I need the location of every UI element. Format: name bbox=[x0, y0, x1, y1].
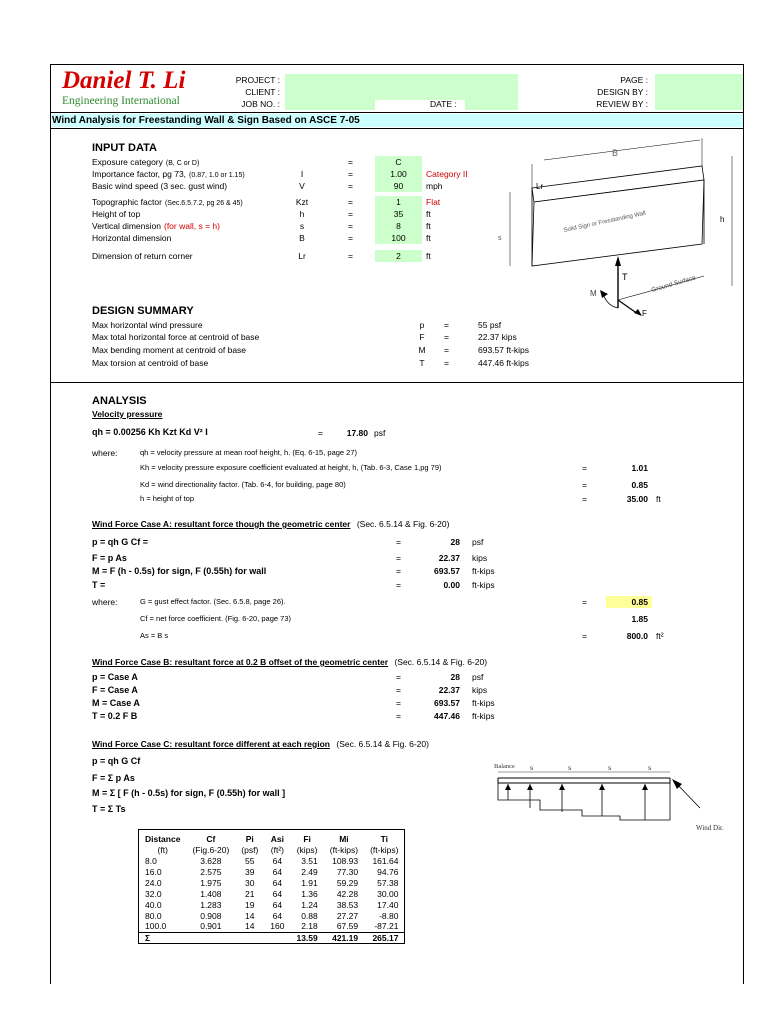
balance-label: Balance bbox=[494, 763, 515, 770]
case-a-row-eq: = bbox=[396, 580, 401, 590]
table-row bbox=[139, 877, 405, 888]
table-unit-cell: (ft-kips) bbox=[370, 844, 399, 855]
table-header-cell: Pi bbox=[245, 834, 254, 844]
case-a-row-lhs: M = F (h - 0.5s) for sign, F (0.55h) for wall bbox=[92, 566, 267, 576]
summary-value: 447.46 ft-kips bbox=[478, 358, 530, 368]
velocity-unit: psf bbox=[374, 428, 386, 438]
input-unit: Category II bbox=[426, 169, 468, 179]
table-unit-cell: (ft-kips) bbox=[329, 844, 359, 855]
case-a-where: where: bbox=[92, 597, 118, 607]
table-sum-cell: Σ bbox=[139, 932, 187, 943]
input-unit: ft bbox=[426, 221, 431, 231]
case-b-row-eq: = bbox=[396, 672, 401, 682]
case-a-row-value: 22.37 bbox=[438, 553, 460, 563]
case-a-row-unit: ft-kips bbox=[472, 580, 495, 590]
input-row-label bbox=[92, 197, 243, 207]
case-b-row-unit: ft-kips bbox=[472, 711, 495, 721]
input-symbol: I bbox=[300, 169, 304, 179]
input-symbol: Lr bbox=[298, 251, 306, 261]
case-a-row-unit: psf bbox=[472, 537, 484, 547]
case-a-row-eq: = bbox=[396, 553, 401, 563]
table-cell: 27.27 bbox=[336, 910, 359, 921]
table-cell: 64 bbox=[272, 877, 283, 888]
case-a-row-lhs: F = p As bbox=[92, 553, 127, 563]
title-divider bbox=[50, 128, 744, 129]
case-a-row-unit: kips bbox=[472, 553, 488, 563]
case-a-row-value: 693.57 bbox=[434, 566, 460, 576]
case-b-row-value: 28 bbox=[450, 672, 460, 682]
input-unit: mph bbox=[426, 181, 443, 191]
case-b-row-eq: = bbox=[396, 711, 401, 721]
force-table bbox=[138, 829, 405, 944]
table-cell: 77.30 bbox=[336, 866, 359, 877]
table-cell: 19 bbox=[245, 899, 255, 910]
velocity-where: where: bbox=[92, 448, 118, 458]
table-cell: 0.901 bbox=[200, 921, 222, 932]
table-row bbox=[139, 910, 405, 921]
summary-eq: = bbox=[444, 358, 449, 368]
input-note: (for wall, s = h) bbox=[163, 221, 220, 231]
table-cell: 2.18 bbox=[301, 921, 318, 932]
summary-heading: DESIGN SUMMARY bbox=[92, 305, 194, 317]
input-label: Vertical dimension bbox=[92, 221, 161, 231]
summary-value: 55 psf bbox=[478, 320, 502, 330]
table-cell: 21 bbox=[245, 888, 255, 899]
table-cell: 40.0 bbox=[145, 899, 162, 910]
table-cell: 1.91 bbox=[301, 877, 318, 888]
velocity-line-text: Kd = wind directionality factor. (Tab. 6-4, for building, page 80) bbox=[140, 480, 346, 489]
table-cell: 2.49 bbox=[301, 866, 318, 877]
table-sum-cell: 421.19 bbox=[324, 932, 364, 943]
input-value-field[interactable]: 90 bbox=[375, 180, 422, 192]
t-arrow-label: T bbox=[622, 272, 628, 282]
jobno-label: JOB NO. : bbox=[241, 99, 280, 109]
table-header-cell: Cf bbox=[206, 834, 216, 844]
case-b-row-eq: = bbox=[396, 698, 401, 708]
case-a-row-eq: = bbox=[396, 537, 401, 547]
table-cell: 8.0 bbox=[145, 855, 157, 866]
table-cell: 64 bbox=[272, 866, 283, 877]
table-cell: -8.80 bbox=[379, 910, 399, 921]
summary-label: Max torsion at centroid of base bbox=[92, 358, 209, 368]
input-note: (0.87, 1.0 or 1.15) bbox=[189, 172, 245, 179]
table-cell: 14 bbox=[245, 910, 255, 921]
input-row-label bbox=[92, 181, 230, 191]
input-unit: ft bbox=[426, 209, 431, 219]
table-unit-cell: (Fig.6-20) bbox=[192, 844, 230, 855]
sign-label: Solid Sign or Freestanding Wall bbox=[563, 210, 647, 234]
velocity-formula: qh = 0.00256 Kh Kzt Kd V² I bbox=[92, 427, 208, 437]
summary-label: Max total horizontal force at centroid of base bbox=[92, 332, 260, 342]
velocity-line-value bbox=[606, 447, 652, 459]
case-b-row-lhs: T = 0.2 F B bbox=[92, 711, 138, 721]
client-label: CLIENT : bbox=[245, 87, 280, 97]
case-b-row-unit: kips bbox=[472, 685, 488, 695]
f-arrow-label: F bbox=[642, 309, 647, 318]
input-label: Dimension of return corner bbox=[92, 251, 193, 261]
table-unit-cell: (ft) bbox=[157, 844, 168, 855]
table-header-cell: Distance bbox=[145, 834, 181, 844]
case-a-row-lhs: p = qh G Cf = bbox=[92, 537, 149, 547]
page-info-field[interactable] bbox=[655, 74, 743, 110]
input-label: Topographic factor bbox=[92, 197, 162, 207]
summary-eq: = bbox=[444, 332, 449, 342]
input-unit: ft bbox=[426, 233, 431, 243]
designby-label: DESIGN BY : bbox=[597, 87, 648, 97]
table-row bbox=[139, 888, 405, 899]
case-c-ref: (Sec. 6.5.14 & Fig. 6-20) bbox=[336, 739, 429, 749]
ground-label: Ground Surface bbox=[650, 274, 697, 294]
case-a-row-eq: = bbox=[396, 566, 401, 576]
table-cell: 64 bbox=[272, 888, 283, 899]
table-cell: 100.0 bbox=[145, 921, 167, 932]
table-row bbox=[139, 921, 405, 932]
input-note: (B, C or D) bbox=[165, 160, 200, 167]
velocity-value: 17.80 bbox=[346, 428, 368, 438]
velocity-title: Velocity pressure bbox=[92, 409, 163, 419]
input-value-field[interactable]: 35 bbox=[375, 208, 422, 220]
table-cell: 3.51 bbox=[301, 855, 318, 866]
velocity-line-text: Kh = velocity pressure exposure coefficient evaluated at height, h, (Tab. 6-3, Case 1,pg 79) bbox=[140, 463, 442, 472]
input-row-label bbox=[92, 221, 220, 231]
table-cell: 59.29 bbox=[336, 877, 359, 888]
s-label-1: s bbox=[530, 765, 534, 772]
table-cell: 39 bbox=[245, 866, 255, 877]
table-cell: 2.575 bbox=[200, 866, 222, 877]
case-b-row-value: 22.37 bbox=[438, 685, 460, 695]
input-symbol: V bbox=[299, 181, 305, 191]
table-cell: 14 bbox=[245, 921, 255, 932]
table-cell: 0.908 bbox=[200, 910, 222, 921]
input-value-field[interactable]: 8 bbox=[375, 220, 422, 232]
case-a-line-text: G = gust effect factor. (Sec. 6.5.8, page 26). bbox=[140, 597, 286, 606]
case-b-row-value: 693.57 bbox=[434, 698, 460, 708]
input-value-field[interactable]: 1 bbox=[375, 196, 422, 208]
input-eq: = bbox=[348, 209, 353, 219]
table-cell: 161.64 bbox=[372, 855, 399, 866]
input-eq: = bbox=[348, 157, 353, 167]
table-cell: 17.40 bbox=[377, 899, 399, 910]
project-label: PROJECT : bbox=[235, 75, 280, 85]
case-b-ref: (Sec. 6.5.14 & Fig. 6-20) bbox=[394, 657, 488, 667]
velocity-line-value: 0.85 bbox=[631, 480, 648, 490]
velocity-line-value: 35.00 bbox=[626, 494, 648, 504]
case-c-row-lhs: p = qh G Cf bbox=[92, 756, 141, 766]
velocity-line-unit: ft bbox=[656, 494, 661, 504]
input-eq: = bbox=[348, 181, 353, 191]
summary-symbol: F bbox=[419, 332, 425, 342]
input-row-label bbox=[92, 157, 199, 167]
header-divider bbox=[50, 112, 744, 113]
input-label: Basic wind speed (3 sec. gust wind) bbox=[92, 181, 228, 191]
summary-eq: = bbox=[444, 345, 449, 355]
input-label: Exposure category bbox=[92, 157, 163, 167]
case-b-row-lhs: p = Case A bbox=[92, 672, 138, 682]
table-sum-row bbox=[139, 932, 405, 943]
input-value-field[interactable]: 100 bbox=[375, 232, 422, 244]
lr-label: Lr bbox=[536, 182, 544, 191]
case-b-header bbox=[92, 657, 487, 667]
table-body bbox=[139, 855, 405, 943]
table-row bbox=[139, 855, 405, 866]
velocity-line-text: qh = velocity pressure at mean roof height, h. (Eq. 6-15, page 27) bbox=[140, 448, 358, 457]
table-sum-cell bbox=[186, 932, 235, 943]
m-arrow-label: M bbox=[590, 289, 597, 298]
summary-value: 693.57 ft-kips bbox=[478, 345, 530, 355]
table-unit-cell: (kips) bbox=[296, 844, 318, 855]
table-cell: 16.0 bbox=[145, 866, 162, 877]
velocity-eq: = bbox=[318, 428, 323, 438]
wind-dir-label: Wind Dir. bbox=[696, 824, 724, 832]
table-units-row bbox=[139, 844, 405, 855]
velocity-line-eq: = bbox=[582, 463, 587, 473]
table-cell: 1.975 bbox=[200, 877, 222, 888]
case-c-row-lhs: F = Σ p As bbox=[92, 773, 135, 783]
table-cell: 1.24 bbox=[301, 899, 318, 910]
table-cell: 1.36 bbox=[301, 888, 318, 899]
case-b-row-unit: ft-kips bbox=[472, 698, 495, 708]
case-c-title: Wind Force Case C: resultant force different at each region bbox=[92, 739, 330, 749]
analysis-heading: ANALYSIS bbox=[92, 395, 147, 407]
analysis-divider bbox=[50, 382, 744, 383]
input-note: (Sec.6.5.7.2, pg 26 & 45) bbox=[164, 200, 243, 207]
table-cell: 64 bbox=[272, 899, 283, 910]
summary-symbol: T bbox=[419, 358, 425, 368]
table-cell: 32.0 bbox=[145, 888, 162, 899]
case-a-row-value: 28 bbox=[450, 537, 460, 547]
case-a-line-eq: = bbox=[582, 631, 587, 641]
case-b-row-lhs: F = Case A bbox=[92, 685, 138, 695]
summary-label: Max bending moment at centroid of base bbox=[92, 345, 247, 355]
case-a-line-value: 1.85 bbox=[631, 614, 648, 624]
summary-eq: = bbox=[444, 320, 449, 330]
table-cell: 57.38 bbox=[377, 877, 399, 888]
case-b-row-value: 447.46 bbox=[434, 711, 460, 721]
input-unit: Flat bbox=[426, 197, 441, 207]
table-cell: 94.76 bbox=[377, 866, 399, 877]
company-logo: Daniel T. Li bbox=[62, 67, 186, 94]
h-dim-label: h bbox=[720, 215, 725, 224]
table-cell: 67.59 bbox=[336, 921, 359, 932]
table-cell: 108.93 bbox=[332, 855, 359, 866]
input-symbol: Kzt bbox=[295, 197, 309, 207]
table-cell: 30.00 bbox=[377, 888, 399, 899]
case-b-title: Wind Force Case B: resultant force at 0.2 B offset of the geometric center bbox=[92, 657, 389, 667]
case-b-row-lhs: M = Case A bbox=[92, 698, 140, 708]
table-cell: 30 bbox=[245, 877, 255, 888]
date-field[interactable] bbox=[468, 100, 518, 110]
table-cell: 80.0 bbox=[145, 910, 162, 921]
input-eq: = bbox=[348, 169, 353, 179]
input-label: Horizontal dimension bbox=[92, 233, 172, 243]
sign-diagram bbox=[492, 136, 742, 322]
summary-label: Max horizontal wind pressure bbox=[92, 320, 203, 330]
case-a-title: Wind Force Case A: resultant force though the geometric center bbox=[92, 519, 351, 529]
input-eq: = bbox=[348, 251, 353, 261]
page-label: PAGE : bbox=[620, 75, 648, 85]
case-a-ref: (Sec. 6.5.14 & Fig. 6-20) bbox=[356, 519, 450, 529]
input-label: Importance factor, pg 73, bbox=[92, 169, 187, 179]
table-header-cell: Fi bbox=[303, 834, 311, 844]
table-sum-cell: 13.59 bbox=[290, 932, 323, 943]
input-symbol: h bbox=[299, 209, 305, 219]
table-cell: -87.21 bbox=[374, 921, 399, 932]
input-label: Height of top bbox=[92, 209, 141, 219]
input-eq: = bbox=[348, 221, 353, 231]
reviewby-label: REVIEW BY : bbox=[596, 99, 648, 109]
b-dim-label: B bbox=[612, 148, 619, 158]
case-a-line-text: Cf = net force coefficient. (Fig. 6-20, page 73) bbox=[140, 614, 291, 623]
summary-symbol: M bbox=[418, 345, 426, 355]
s-label-3: s bbox=[608, 765, 612, 772]
page-title: Wind Analysis for Freestanding Wall & Sign Based on ASCE 7-05 bbox=[52, 114, 518, 127]
input-value-field[interactable]: C bbox=[375, 156, 422, 168]
table-cell: 160 bbox=[270, 921, 285, 932]
case-b-row-eq: = bbox=[396, 685, 401, 695]
input-symbol: s bbox=[299, 221, 305, 231]
input-row-label bbox=[92, 251, 196, 261]
table-header-cell: Ti bbox=[380, 834, 388, 844]
table-sum-cell bbox=[235, 932, 264, 943]
case-a-row-lhs: T = bbox=[92, 580, 106, 590]
s-label-2: s bbox=[568, 765, 572, 772]
case-c-diagram bbox=[490, 758, 740, 838]
table-cell: 3.628 bbox=[200, 855, 222, 866]
input-eq: = bbox=[348, 197, 353, 207]
case-a-line-text: As = B s bbox=[140, 631, 169, 640]
input-eq: = bbox=[348, 233, 353, 243]
table-cell: 42.28 bbox=[336, 888, 359, 899]
date-label: DATE : bbox=[430, 99, 457, 109]
input-row-label bbox=[92, 209, 143, 219]
table-cell: 64 bbox=[272, 910, 283, 921]
s-label-4: s bbox=[648, 765, 652, 772]
company-subtitle: Engineering International bbox=[62, 95, 180, 107]
s-dim-label: s bbox=[498, 235, 502, 242]
table-header-row bbox=[139, 830, 405, 845]
table-cell: 24.0 bbox=[145, 877, 162, 888]
table-cell: 1.283 bbox=[200, 899, 222, 910]
table-header-cell: Mi bbox=[339, 834, 349, 844]
input-unit: ft bbox=[426, 251, 431, 261]
title-bar-fill bbox=[518, 114, 743, 127]
input-heading: INPUT DATA bbox=[92, 142, 157, 154]
table-row bbox=[139, 866, 405, 877]
case-a-line-eq: = bbox=[582, 597, 587, 607]
case-a-row-value: 0.00 bbox=[443, 580, 460, 590]
input-value-field[interactable]: 2 bbox=[375, 250, 422, 262]
case-a-line-value: 0.85 bbox=[606, 596, 652, 608]
table-unit-cell: (ft²) bbox=[270, 844, 284, 855]
velocity-line-value: 1.01 bbox=[631, 463, 648, 473]
table-cell: 38.53 bbox=[336, 899, 359, 910]
table-unit-cell: (psf) bbox=[241, 844, 259, 855]
table-cell: 0.88 bbox=[301, 910, 318, 921]
case-a-header bbox=[92, 519, 449, 529]
case-a-line-value: 800.0 bbox=[626, 631, 648, 641]
velocity-line-eq: = bbox=[582, 480, 587, 490]
input-symbol: B bbox=[299, 233, 305, 243]
case-a-row-unit: ft-kips bbox=[472, 566, 495, 576]
table-row bbox=[139, 899, 405, 910]
input-row-label bbox=[92, 233, 174, 243]
velocity-line-eq: = bbox=[582, 494, 587, 504]
summary-symbol: p bbox=[419, 320, 425, 330]
table-header-cell: Asi bbox=[270, 834, 284, 844]
velocity-line-text: h = height of top bbox=[140, 494, 195, 503]
case-c-header bbox=[92, 739, 429, 749]
table-cell: 55 bbox=[245, 855, 255, 866]
case-c-row-lhs: T = Σ Ts bbox=[92, 804, 126, 814]
input-row-label bbox=[92, 169, 245, 179]
input-value-field[interactable]: 1.00 bbox=[375, 168, 422, 180]
table-sum-cell: 265.17 bbox=[364, 932, 405, 943]
summary-value: 22.37 kips bbox=[478, 332, 517, 342]
table-sum-cell bbox=[264, 932, 290, 943]
table-cell: 1.408 bbox=[200, 888, 222, 899]
case-a-line-unit: ft² bbox=[656, 631, 664, 641]
case-b-row-unit: psf bbox=[472, 672, 484, 682]
case-c-row-lhs: M = Σ [ F (h - 0.5s) for sign, F (0.55h) for wall ] bbox=[92, 788, 286, 798]
table-cell: 64 bbox=[272, 855, 283, 866]
